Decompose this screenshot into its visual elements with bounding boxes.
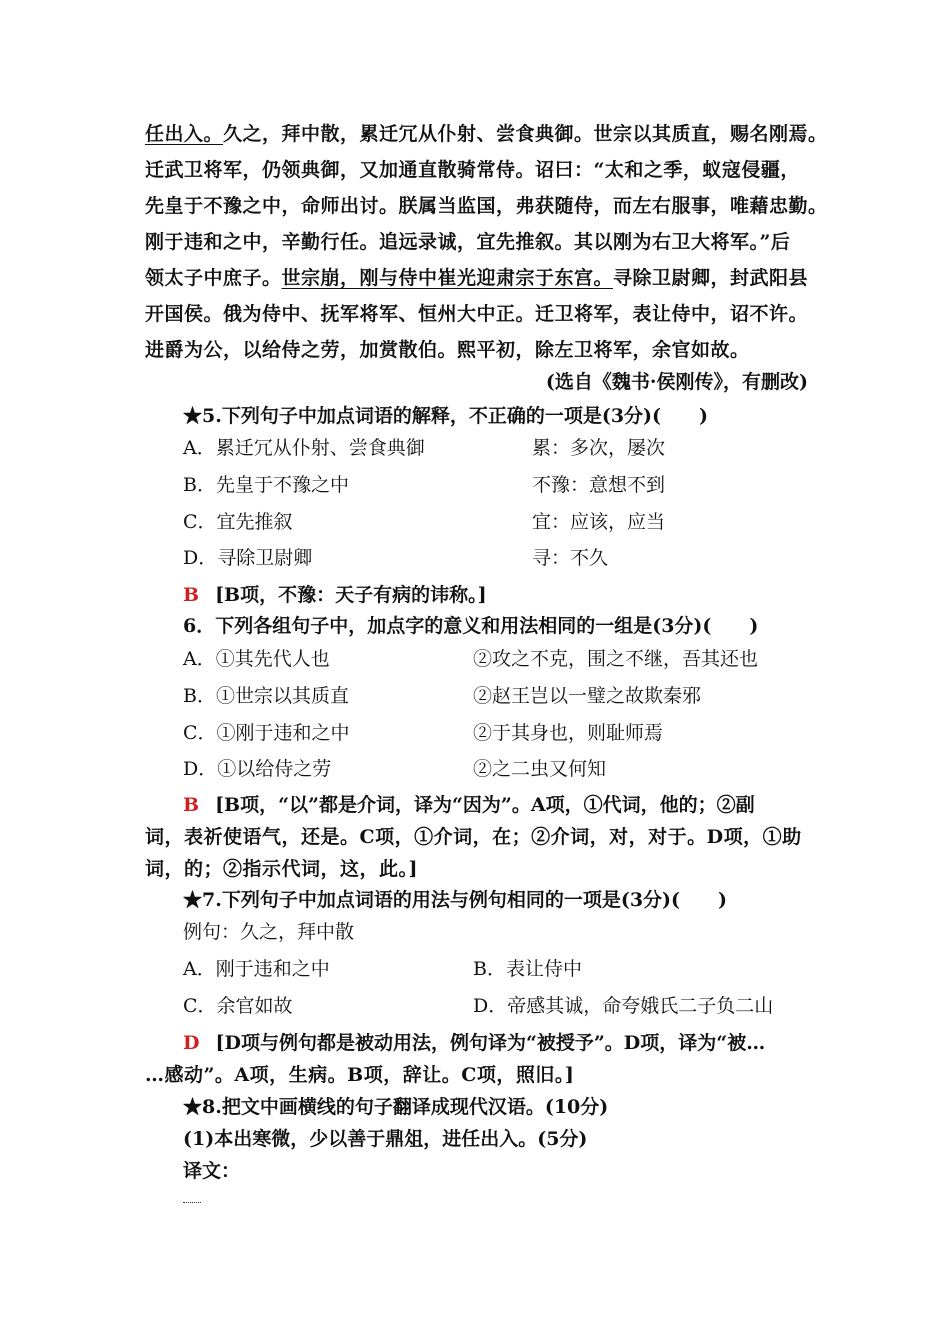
option-text-2: ②赵王岂以一璧之故欺秦邪: [473, 685, 702, 707]
option-explanation: 累：多次，屡次: [532, 437, 666, 459]
question-5-stem: ★5.下列句子中加点词语的解释，不正确的一项是(3分)( ): [183, 405, 709, 427]
answer-explanation: [B项，不豫：天子有病的讳称。]: [215, 584, 487, 606]
q7-options-row-2: [183, 994, 774, 1018]
q5-option-a: [183, 436, 666, 460]
answer-letter: B: [183, 794, 200, 816]
option-text-2: ②攻之不克，围之不继，吾其还也: [473, 648, 759, 670]
option-text-2: ②于其身也，则耻师焉: [473, 722, 664, 744]
answer-letter: B: [183, 584, 200, 606]
answer-letter: D: [183, 1032, 200, 1054]
answer-explanation: [D项与例句都是被动用法，例句译为“被授予”。D项，译为“被…: [215, 1032, 766, 1054]
passage-text: 久之，拜中散，累迁冗从仆射、尝食典御。世宗以其质直，赐名刚焉。: [223, 123, 828, 145]
option-text: A．累迁冗从仆射、尝食典御: [183, 437, 425, 459]
answer-blank-line: [183, 1202, 201, 1203]
q6-option-a: [183, 647, 759, 671]
option-text: C．①刚于违和之中: [183, 722, 350, 744]
passage-line-3: 先皇于不豫之中，命师出讨。朕属当监国，弗获随侍，而左右服事，唯藉忠勤。: [145, 195, 828, 217]
q6-answer-line-2: 词，表祈使语气，还是。C项，①介词，在；②介词，对，对于。D项，①助: [145, 826, 802, 848]
option-text: B．①世宗以其质直: [183, 685, 349, 707]
option-explanation: 宜：应该，应当: [532, 511, 666, 533]
option-text: A．刚于违和之中: [183, 958, 330, 980]
passage-text: 寻除卫尉卿，封武阳县: [613, 267, 809, 289]
passage-line-7: 进爵为公，以给侍之劳，加赏散伯。熙平初，除左卫将军，余官如故。: [145, 339, 750, 361]
option-text-2: D．帝感其诚，命夸娥氏二子负二山: [473, 995, 774, 1017]
q7-answer-line-1: [183, 1031, 765, 1055]
underlined-sentence-1-end: 任出入。: [145, 123, 224, 145]
passage-line-2: 迁武卫将军，仍领典御，又加通直散骑常侍。诏曰：“太和之季，蚁寇侵疆，: [145, 159, 800, 181]
q7-options-row-1: [183, 957, 582, 981]
passage-line-4: 刚于违和之中，辛勤行任。追远录诚，宜先推叙。其以刚为右卫大将军。”后: [145, 231, 791, 253]
q5-option-b: [183, 473, 666, 497]
passage-source: (选自《魏书·侯刚传》，有删改): [545, 371, 808, 393]
q5-option-d: [183, 546, 609, 570]
q6-option-b: [183, 684, 702, 708]
option-text: B．先皇于不豫之中: [183, 474, 349, 496]
question-8-stem: ★8.把文中画横线的句子翻译成现代汉语。(10分): [183, 1096, 609, 1118]
q8-subquestion-1: (1)本出寒微，少以善于鼎俎，进任出入。(5分): [183, 1128, 588, 1150]
q5-option-c: [183, 510, 666, 534]
q6-option-d: [183, 757, 607, 781]
passage-line-5: [145, 266, 808, 290]
q5-answer: [183, 583, 487, 607]
option-text: A．①其先代人也: [183, 648, 330, 670]
q6-answer-line-3: 词，的；②指示代词，这，此。]: [145, 858, 418, 880]
translation-label: 译文：: [183, 1160, 241, 1182]
answer-explanation: [B项，“以”都是介词，译为“因为”。A项，①代词，他的；②副: [215, 794, 755, 816]
option-text-2: ②之二虫又何知: [473, 758, 607, 780]
option-text: C．余官如故: [183, 995, 293, 1017]
option-text-2: B．表让侍中: [473, 958, 582, 980]
option-text: D．寻除卫尉卿: [183, 547, 313, 569]
q7-example: 例句：久之，拜中散: [183, 921, 355, 943]
option-text: D．①以给侍之劳: [183, 758, 332, 780]
option-explanation: 不豫：意想不到: [532, 474, 666, 496]
option-text: C．宜先推叙: [183, 511, 293, 533]
passage-line-1: [145, 122, 828, 146]
question-6-stem: 6．下列各组句子中，加点字的意义和用法相同的一组是(3分)( ): [183, 615, 759, 637]
underlined-sentence-2: 世宗崩，刚与侍中崔光迎肃宗于东宫。: [281, 267, 614, 289]
passage-text: 领太子中庶子。: [145, 267, 282, 289]
q6-option-c: [183, 721, 664, 745]
question-7-stem: ★7.下列句子中加点词语的用法与例句相同的一项是(3分)( ): [183, 889, 728, 911]
q6-answer-line-1: [183, 793, 755, 817]
q7-answer-line-2: …感动”。A项，生病。B项，辞让。C项，照旧。]: [145, 1064, 575, 1086]
option-explanation: 寻：不久: [532, 547, 609, 569]
passage-line-6: 开国侯。俄为侍中、抚军将军、恒州大中正。迁卫将军，表让侍中，诏不许。: [145, 303, 809, 325]
